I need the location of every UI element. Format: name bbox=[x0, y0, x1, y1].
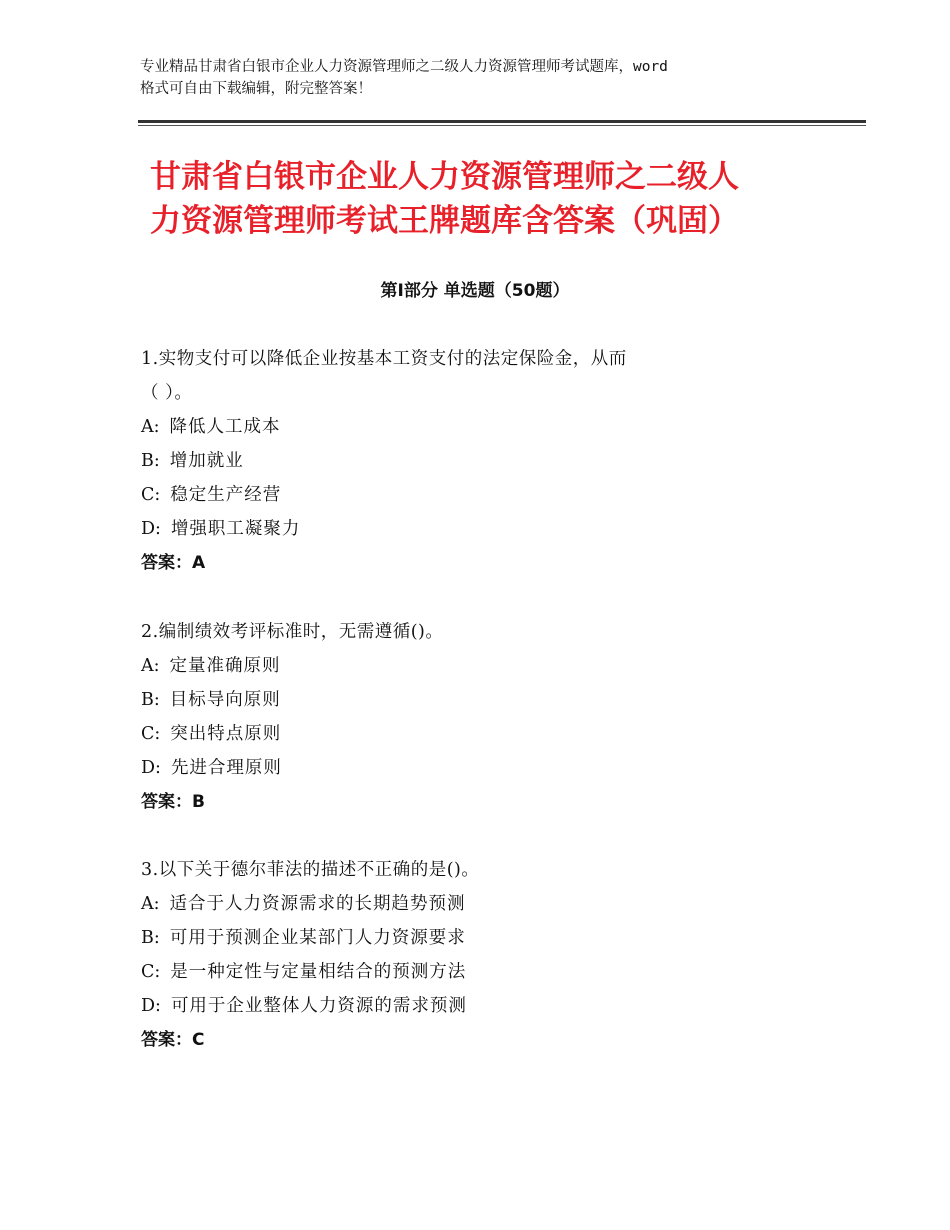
option-a bbox=[141, 649, 841, 683]
option-text: 增强职工凝聚力 bbox=[170, 519, 301, 539]
option-text: 目标导向原则 bbox=[169, 690, 281, 710]
document-title bbox=[150, 155, 850, 243]
header-divider-thick bbox=[138, 120, 866, 123]
option-b bbox=[141, 444, 841, 478]
header-divider-thin bbox=[138, 125, 866, 126]
option-text: 可用于企业整体人力资源的需求预测 bbox=[170, 996, 467, 1016]
option-text: 定量准确原则 bbox=[169, 656, 281, 676]
option-key: B: bbox=[141, 690, 160, 710]
option-key: A: bbox=[141, 894, 160, 914]
answer-label: 答案：A bbox=[141, 553, 206, 573]
option-a bbox=[141, 887, 841, 921]
question-stem: 2.编制绩效考评标准时，无需遵循()。 bbox=[141, 622, 444, 642]
option-text: 可用于预测企业某部门人力资源要求 bbox=[169, 928, 466, 948]
option-text: 增加就业 bbox=[169, 451, 244, 471]
question-3 bbox=[141, 853, 841, 1057]
question-2 bbox=[141, 615, 841, 819]
option-key: C: bbox=[141, 962, 161, 982]
option-text: 降低人工成本 bbox=[169, 417, 281, 437]
option-key: A: bbox=[141, 417, 160, 437]
option-key: B: bbox=[141, 928, 160, 948]
title-line-1: 甘肃省白银市企业人力资源管理师之二级人 bbox=[150, 159, 739, 195]
question-stem: 1.实物支付可以降低企业按基本工资支付的法定保险金，从而 bbox=[141, 349, 627, 369]
option-d bbox=[141, 751, 841, 785]
question-1 bbox=[141, 342, 841, 580]
option-text: 先进合理原则 bbox=[170, 758, 282, 778]
answer-label: 答案：C bbox=[141, 1030, 205, 1050]
option-key: D: bbox=[141, 758, 161, 778]
option-c bbox=[141, 955, 841, 989]
answer-label: 答案：B bbox=[141, 792, 205, 812]
option-d bbox=[141, 989, 841, 1023]
header-line-2: 格式可自由下载编辑，附完整答案！ bbox=[140, 81, 372, 97]
option-text: 适合于人力资源需求的长期趋势预测 bbox=[169, 894, 466, 914]
option-key: D: bbox=[141, 996, 161, 1016]
option-key: C: bbox=[141, 485, 161, 505]
option-text: 突出特点原则 bbox=[170, 724, 282, 744]
option-key: B: bbox=[141, 451, 160, 471]
title-line-2: 力资源管理师考试王牌题库含答案（巩固） bbox=[150, 203, 739, 239]
option-text: 是一种定性与定量相结合的预测方法 bbox=[170, 962, 467, 982]
header-note bbox=[140, 56, 830, 100]
header-line-1: 专业精品甘肃省白银市企业人力资源管理师之二级人力资源管理师考试题库，word bbox=[140, 59, 668, 75]
option-b bbox=[141, 921, 841, 955]
option-key: C: bbox=[141, 724, 161, 744]
question-stem: 3.以下关于德尔菲法的描述不正确的是()。 bbox=[141, 860, 480, 880]
option-a bbox=[141, 410, 841, 444]
option-key: D: bbox=[141, 519, 161, 539]
option-d bbox=[141, 512, 841, 546]
question-stem-continued: （ ）。 bbox=[141, 383, 193, 403]
option-text: 稳定生产经营 bbox=[170, 485, 282, 505]
option-c bbox=[141, 478, 841, 512]
option-b bbox=[141, 683, 841, 717]
option-key: A: bbox=[141, 656, 160, 676]
section-title: 第Ⅰ部分 单选题（50题） bbox=[380, 281, 570, 301]
option-c bbox=[141, 717, 841, 751]
